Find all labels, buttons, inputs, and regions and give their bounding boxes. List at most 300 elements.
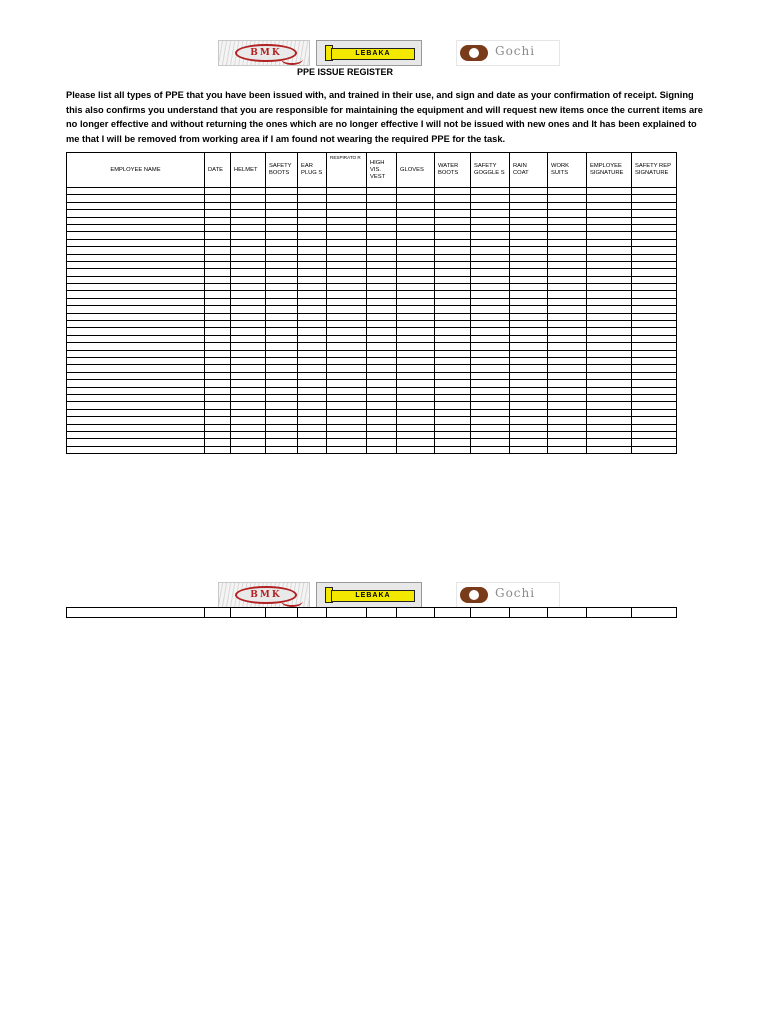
table-cell[interactable] [471,335,510,342]
table-cell[interactable] [367,284,397,291]
table-cell[interactable] [67,276,205,283]
table-cell[interactable] [435,254,471,261]
table-cell[interactable] [298,247,327,254]
table-cell[interactable] [298,328,327,335]
table-cell[interactable] [587,306,632,313]
table-cell[interactable] [327,335,367,342]
table-cell[interactable] [435,365,471,372]
table-cell[interactable] [510,380,548,387]
table-cell[interactable] [632,424,677,431]
table-cell[interactable] [327,261,367,268]
table-cell[interactable] [231,321,266,328]
table-cell[interactable] [367,608,397,618]
table-cell[interactable] [327,365,367,372]
table-cell[interactable] [298,431,327,438]
table-cell[interactable] [632,195,677,202]
table-cell[interactable] [67,350,205,357]
table-cell[interactable] [632,335,677,342]
table-cell[interactable] [266,239,298,246]
table-cell[interactable] [510,224,548,231]
table-cell[interactable] [548,365,587,372]
table-cell[interactable] [205,446,231,453]
table-cell[interactable] [327,217,367,224]
table-cell[interactable] [435,210,471,217]
table-cell[interactable] [587,254,632,261]
table-cell[interactable] [367,365,397,372]
table-cell[interactable] [67,202,205,209]
table-cell[interactable] [510,446,548,453]
table-cell[interactable] [587,188,632,195]
table-cell[interactable] [397,276,435,283]
table-cell[interactable] [231,417,266,424]
table-cell[interactable] [266,202,298,209]
table-cell[interactable] [67,608,205,618]
table-cell[interactable] [298,210,327,217]
table-cell[interactable] [298,254,327,261]
table-cell[interactable] [298,306,327,313]
table-cell[interactable] [510,321,548,328]
table-cell[interactable] [205,608,231,618]
table-cell[interactable] [548,608,587,618]
table-cell[interactable] [471,239,510,246]
table-cell[interactable] [397,424,435,431]
table-cell[interactable] [67,446,205,453]
table-cell[interactable] [205,247,231,254]
table-cell[interactable] [587,335,632,342]
table-cell[interactable] [205,380,231,387]
table-cell[interactable] [298,424,327,431]
table-cell[interactable] [632,417,677,424]
table-cell[interactable] [327,350,367,357]
table-cell[interactable] [231,224,266,231]
table-cell[interactable] [471,350,510,357]
table-cell[interactable] [367,313,397,320]
table-cell[interactable] [632,269,677,276]
table-cell[interactable] [471,424,510,431]
table-cell[interactable] [327,298,367,305]
table-cell[interactable] [548,239,587,246]
table-cell[interactable] [67,232,205,239]
table-cell[interactable] [367,372,397,379]
table-cell[interactable] [548,402,587,409]
table-cell[interactable] [298,276,327,283]
table-cell[interactable] [231,409,266,416]
table-cell[interactable] [632,328,677,335]
table-cell[interactable] [632,357,677,364]
table-cell[interactable] [548,195,587,202]
table-cell[interactable] [205,321,231,328]
table-cell[interactable] [548,446,587,453]
table-cell[interactable] [548,424,587,431]
table-cell[interactable] [266,224,298,231]
table-cell[interactable] [205,261,231,268]
table-cell[interactable] [435,350,471,357]
table-cell[interactable] [67,217,205,224]
table-cell[interactable] [587,202,632,209]
table-cell[interactable] [632,372,677,379]
table-cell[interactable] [298,394,327,401]
table-cell[interactable] [471,439,510,446]
table-cell[interactable] [548,210,587,217]
table-cell[interactable] [510,335,548,342]
table-cell[interactable] [587,195,632,202]
table-cell[interactable] [471,431,510,438]
table-cell[interactable] [632,409,677,416]
table-cell[interactable] [327,343,367,350]
table-cell[interactable] [548,247,587,254]
table-cell[interactable] [548,232,587,239]
table-cell[interactable] [231,350,266,357]
table-cell[interactable] [435,409,471,416]
table-cell[interactable] [632,313,677,320]
table-cell[interactable] [266,372,298,379]
table-cell[interactable] [510,417,548,424]
table-cell[interactable] [471,202,510,209]
table-cell[interactable] [510,402,548,409]
table-cell[interactable] [587,291,632,298]
table-cell[interactable] [510,365,548,372]
table-cell[interactable] [397,239,435,246]
table-cell[interactable] [632,254,677,261]
table-cell[interactable] [298,291,327,298]
table-cell[interactable] [327,357,367,364]
table-cell[interactable] [548,431,587,438]
table-cell[interactable] [266,431,298,438]
table-cell[interactable] [205,409,231,416]
table-cell[interactable] [327,306,367,313]
table-cell[interactable] [67,291,205,298]
table-cell[interactable] [367,188,397,195]
table-cell[interactable] [231,439,266,446]
table-cell[interactable] [548,343,587,350]
table-cell[interactable] [587,210,632,217]
table-cell[interactable] [548,357,587,364]
table-cell[interactable] [471,446,510,453]
table-cell[interactable] [266,261,298,268]
table-cell[interactable] [327,239,367,246]
table-cell[interactable] [266,365,298,372]
table-cell[interactable] [587,372,632,379]
table-cell[interactable] [367,409,397,416]
table-cell[interactable] [632,387,677,394]
table-cell[interactable] [435,202,471,209]
table-cell[interactable] [67,439,205,446]
table-cell[interactable] [298,284,327,291]
table-cell[interactable] [587,298,632,305]
table-cell[interactable] [231,291,266,298]
table-cell[interactable] [510,608,548,618]
table-cell[interactable] [632,402,677,409]
table-cell[interactable] [266,217,298,224]
table-cell[interactable] [587,217,632,224]
table-cell[interactable] [510,232,548,239]
table-cell[interactable] [367,439,397,446]
table-cell[interactable] [367,394,397,401]
table-cell[interactable] [367,380,397,387]
table-cell[interactable] [587,365,632,372]
table-cell[interactable] [367,424,397,431]
table-cell[interactable] [67,284,205,291]
table-cell[interactable] [67,188,205,195]
table-cell[interactable] [327,224,367,231]
table-cell[interactable] [205,313,231,320]
table-cell[interactable] [266,402,298,409]
table-cell[interactable] [587,247,632,254]
table-cell[interactable] [397,439,435,446]
table-cell[interactable] [397,224,435,231]
table-cell[interactable] [67,321,205,328]
table-cell[interactable] [510,394,548,401]
table-cell[interactable] [587,357,632,364]
table-cell[interactable] [587,313,632,320]
table-cell[interactable] [510,276,548,283]
table-cell[interactable] [367,343,397,350]
table-cell[interactable] [632,365,677,372]
table-cell[interactable] [231,261,266,268]
table-cell[interactable] [397,217,435,224]
table-cell[interactable] [327,254,367,261]
table-cell[interactable] [510,372,548,379]
table-cell[interactable] [435,291,471,298]
table-cell[interactable] [266,350,298,357]
table-cell[interactable] [367,232,397,239]
table-cell[interactable] [327,417,367,424]
table-cell[interactable] [548,269,587,276]
table-cell[interactable] [471,232,510,239]
table-cell[interactable] [632,210,677,217]
table-cell[interactable] [510,239,548,246]
table-cell[interactable] [367,224,397,231]
table-cell[interactable] [231,335,266,342]
table-cell[interactable] [471,402,510,409]
table-cell[interactable] [266,380,298,387]
table-cell[interactable] [587,402,632,409]
table-cell[interactable] [632,217,677,224]
table-cell[interactable] [266,195,298,202]
table-cell[interactable] [266,446,298,453]
table-cell[interactable] [367,402,397,409]
table-cell[interactable] [397,335,435,342]
table-cell[interactable] [67,343,205,350]
table-cell[interactable] [632,439,677,446]
table-cell[interactable] [67,210,205,217]
table-cell[interactable] [327,431,367,438]
table-cell[interactable] [298,232,327,239]
table-cell[interactable] [548,224,587,231]
table-cell[interactable] [67,254,205,261]
table-cell[interactable] [367,306,397,313]
table-cell[interactable] [205,394,231,401]
table-cell[interactable] [205,202,231,209]
table-cell[interactable] [587,350,632,357]
table-cell[interactable] [367,239,397,246]
table-cell[interactable] [587,284,632,291]
table-cell[interactable] [632,306,677,313]
table-cell[interactable] [266,269,298,276]
table-cell[interactable] [471,254,510,261]
table-cell[interactable] [67,357,205,364]
table-cell[interactable] [67,417,205,424]
table-cell[interactable] [67,380,205,387]
table-cell[interactable] [298,239,327,246]
table-cell[interactable] [327,409,367,416]
table-cell[interactable] [327,210,367,217]
table-cell[interactable] [367,446,397,453]
table-cell[interactable] [298,402,327,409]
table-cell[interactable] [587,232,632,239]
table-cell[interactable] [298,446,327,453]
table-cell[interactable] [327,202,367,209]
table-cell[interactable] [327,269,367,276]
table-cell[interactable] [327,188,367,195]
table-cell[interactable] [367,269,397,276]
table-cell[interactable] [327,321,367,328]
table-cell[interactable] [367,431,397,438]
table-cell[interactable] [510,269,548,276]
table-cell[interactable] [510,409,548,416]
table-cell[interactable] [298,608,327,618]
table-cell[interactable] [435,357,471,364]
table-cell[interactable] [471,306,510,313]
table-cell[interactable] [367,217,397,224]
table-cell[interactable] [397,202,435,209]
table-cell[interactable] [266,210,298,217]
table-cell[interactable] [231,313,266,320]
table-cell[interactable] [67,394,205,401]
table-cell[interactable] [266,608,298,618]
table-cell[interactable] [231,239,266,246]
table-cell[interactable] [231,387,266,394]
table-cell[interactable] [471,357,510,364]
table-cell[interactable] [298,321,327,328]
table-cell[interactable] [471,343,510,350]
table-cell[interactable] [67,424,205,431]
table-cell[interactable] [632,394,677,401]
table-cell[interactable] [435,217,471,224]
table-cell[interactable] [205,350,231,357]
table-cell[interactable] [548,254,587,261]
table-cell[interactable] [327,247,367,254]
table-cell[interactable] [266,276,298,283]
table-cell[interactable] [471,269,510,276]
table-cell[interactable] [397,372,435,379]
table-cell[interactable] [266,387,298,394]
table-cell[interactable] [367,276,397,283]
table-cell[interactable] [397,291,435,298]
table-cell[interactable] [471,276,510,283]
table-cell[interactable] [67,261,205,268]
table-cell[interactable] [367,298,397,305]
table-cell[interactable] [397,380,435,387]
table-cell[interactable] [548,439,587,446]
table-cell[interactable] [471,409,510,416]
table-cell[interactable] [510,298,548,305]
table-cell[interactable] [266,328,298,335]
table-cell[interactable] [587,343,632,350]
table-cell[interactable] [67,313,205,320]
table-cell[interactable] [548,372,587,379]
table-cell[interactable] [471,394,510,401]
table-cell[interactable] [435,387,471,394]
table-cell[interactable] [548,291,587,298]
table-cell[interactable] [587,417,632,424]
table-cell[interactable] [367,195,397,202]
table-cell[interactable] [397,343,435,350]
table-cell[interactable] [397,394,435,401]
table-cell[interactable] [298,313,327,320]
table-cell[interactable] [367,335,397,342]
table-cell[interactable] [266,291,298,298]
table-cell[interactable] [298,261,327,268]
table-cell[interactable] [510,247,548,254]
table-cell[interactable] [327,284,367,291]
table-cell[interactable] [397,446,435,453]
table-cell[interactable] [510,261,548,268]
table-cell[interactable] [510,195,548,202]
table-cell[interactable] [367,291,397,298]
table-cell[interactable] [587,608,632,618]
table-cell[interactable] [435,239,471,246]
table-cell[interactable] [510,431,548,438]
table-cell[interactable] [435,321,471,328]
table-cell[interactable] [266,306,298,313]
table-cell[interactable] [367,210,397,217]
table-cell[interactable] [435,276,471,283]
table-cell[interactable] [587,321,632,328]
table-cell[interactable] [548,188,587,195]
table-cell[interactable] [632,284,677,291]
table-cell[interactable] [510,210,548,217]
table-cell[interactable] [397,321,435,328]
table-cell[interactable] [205,431,231,438]
table-cell[interactable] [298,188,327,195]
table-cell[interactable] [435,224,471,231]
table-cell[interactable] [510,328,548,335]
table-cell[interactable] [67,365,205,372]
table-cell[interactable] [397,313,435,320]
table-cell[interactable] [205,328,231,335]
table-cell[interactable] [327,291,367,298]
table-cell[interactable] [397,195,435,202]
table-cell[interactable] [205,402,231,409]
table-cell[interactable] [298,343,327,350]
table-cell[interactable] [298,357,327,364]
table-cell[interactable] [632,224,677,231]
table-cell[interactable] [231,431,266,438]
table-cell[interactable] [435,298,471,305]
table-cell[interactable] [632,298,677,305]
table-cell[interactable] [435,247,471,254]
table-cell[interactable] [298,269,327,276]
table-cell[interactable] [367,321,397,328]
table-cell[interactable] [67,239,205,246]
table-cell[interactable] [435,269,471,276]
table-cell[interactable] [397,210,435,217]
table-cell[interactable] [231,284,266,291]
table-cell[interactable] [632,321,677,328]
table-cell[interactable] [471,365,510,372]
table-cell[interactable] [231,343,266,350]
table-cell[interactable] [397,269,435,276]
table-cell[interactable] [367,261,397,268]
table-cell[interactable] [298,439,327,446]
table-cell[interactable] [327,380,367,387]
table-cell[interactable] [266,247,298,254]
table-cell[interactable] [548,298,587,305]
table-cell[interactable] [435,394,471,401]
table-cell[interactable] [231,195,266,202]
table-cell[interactable] [397,284,435,291]
